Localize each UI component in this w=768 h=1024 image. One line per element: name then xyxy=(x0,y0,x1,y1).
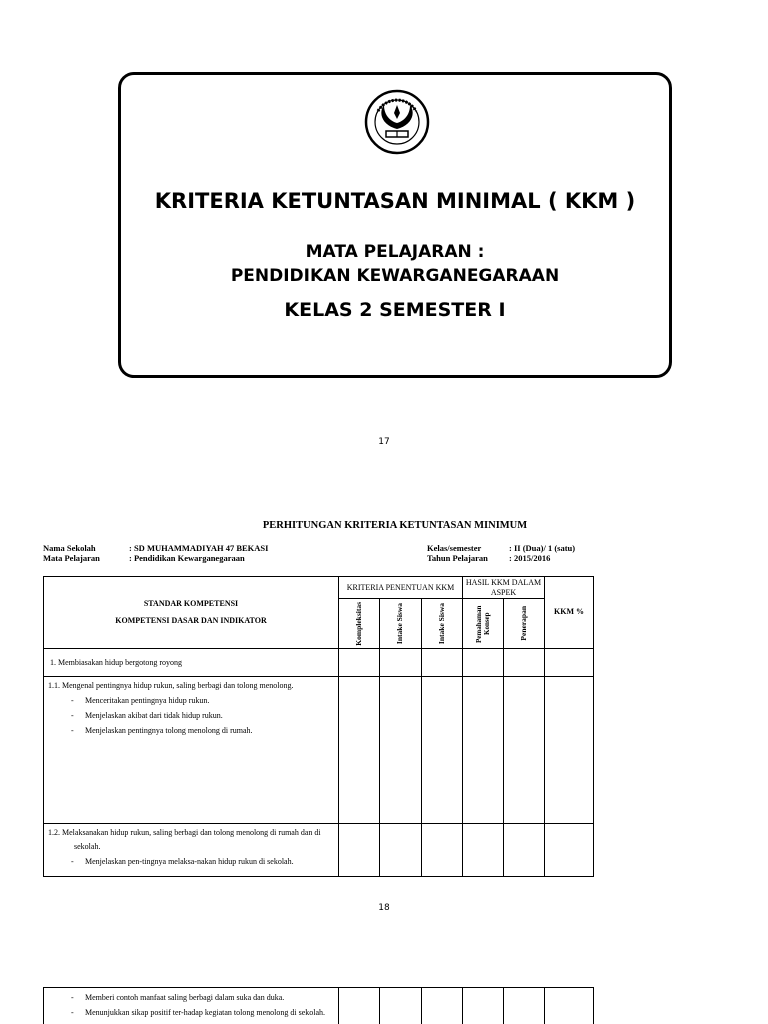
meta-value: : II (Dua)/ 1 (satu) xyxy=(509,543,576,553)
header-intake-2 xyxy=(422,599,463,649)
cover-subject-label: MATA PELAJARAN : xyxy=(305,242,485,262)
indicator xyxy=(48,708,334,723)
value-cell xyxy=(339,988,380,1024)
header-line: STANDAR KOMPETENSI xyxy=(143,598,239,608)
indicator-text: Menjelaskan pen-tingnya melaksa-nakan hidup rukun di sekolah. xyxy=(85,857,294,866)
header-label: Intake Siswa xyxy=(436,602,446,645)
value-cell xyxy=(339,649,380,677)
meta-label: Tahun Pelajaran xyxy=(427,553,488,563)
header-label: Penerapan xyxy=(518,606,528,641)
header-line: KOMPETENSI DASAR DAN INDIKATOR xyxy=(115,615,267,625)
kd-title: 1.2. Melaksanakan hidup rukun, saling berbagi dan tolong menolong di rumah dan di xyxy=(48,828,321,837)
kd-cell xyxy=(44,988,339,1024)
meta-row xyxy=(43,553,268,563)
page-number: 17 xyxy=(378,437,390,447)
kd-cell xyxy=(44,824,339,877)
meta-label: Mata Pelajaran xyxy=(43,553,100,563)
kd-title: 1.1. Mengenal pentingnya hidup rukun, saling berbagi dan tolong menolong. xyxy=(48,681,294,690)
bullet-dash: - xyxy=(71,1008,74,1017)
value-cell xyxy=(545,649,594,677)
value-cell xyxy=(422,824,463,877)
meta-value: : Pendidikan Kewarganegaraan xyxy=(129,553,245,563)
bullet-dash: - xyxy=(71,726,74,735)
bullet-dash: - xyxy=(71,857,74,866)
bullet-dash: - xyxy=(71,993,74,1002)
value-cell xyxy=(422,649,463,677)
value-cell xyxy=(463,824,504,877)
value-cell xyxy=(422,988,463,1024)
value-cell xyxy=(504,677,545,824)
meta-row xyxy=(427,553,575,563)
value-cell xyxy=(380,988,422,1024)
header-standard-competency xyxy=(44,577,339,649)
header-label: Kompleksitas xyxy=(353,601,363,646)
bullet-dash: - xyxy=(71,711,74,720)
table-row xyxy=(44,649,594,677)
value-cell xyxy=(463,649,504,677)
kkm-table-continued xyxy=(43,987,594,1024)
cover-subject: PENDIDIKAN KEWARGANEGARAAN xyxy=(230,266,560,286)
kkm-table xyxy=(43,576,594,877)
header-application xyxy=(504,599,545,649)
standard-cell: 1. Membiasakan hidup bergotong royong xyxy=(44,649,339,677)
indicator xyxy=(48,723,334,738)
meta-row xyxy=(43,543,268,553)
meta-value: : SD MUHAMMADIYAH 47 BEKASI xyxy=(129,543,269,553)
indicator xyxy=(48,990,334,1005)
bullet-dash: - xyxy=(71,696,74,705)
header-kkm: KKM % xyxy=(545,577,594,649)
value-cell xyxy=(380,824,422,877)
tut-wuri-handayani-logo-icon xyxy=(364,89,430,159)
header-concept xyxy=(463,599,504,649)
value-cell xyxy=(504,824,545,877)
value-cell xyxy=(504,988,545,1024)
meta-label: Kelas/semester xyxy=(427,543,482,553)
meta-label: Nama Sekolah xyxy=(43,543,96,553)
header-complexity xyxy=(339,599,380,649)
document-title: PERHITUNGAN KRITERIA KETUNTASAN MINIMUM xyxy=(262,520,528,531)
header-label: Pemahaman Konsep xyxy=(475,604,491,643)
value-cell xyxy=(339,824,380,877)
meta-right xyxy=(427,543,575,563)
header-result: HASIL KKM DALAM ASPEK xyxy=(463,577,545,599)
value-cell xyxy=(422,677,463,824)
kd-title-continued: sekolah. xyxy=(74,842,101,851)
header-intake-1 xyxy=(380,599,422,649)
value-cell xyxy=(545,988,594,1024)
value-cell xyxy=(463,677,504,824)
indicator xyxy=(48,1005,334,1020)
value-cell xyxy=(380,649,422,677)
value-cell xyxy=(380,677,422,824)
table-row xyxy=(44,988,594,1024)
indicator-text: Menceritakan pentingnya hidup rukun. xyxy=(85,696,210,705)
cover-class-semester: KELAS 2 SEMESTER I xyxy=(284,299,506,321)
cover-box xyxy=(118,72,672,378)
value-cell xyxy=(463,988,504,1024)
header-criteria: KRITERIA PENENTUAN KKM xyxy=(339,577,463,599)
cover-title: KRITERIA KETUNTASAN MINIMAL ( KKM ) xyxy=(154,189,636,213)
meta-value: : 2015/2016 xyxy=(509,553,551,563)
indicator-text: Menunjukkan sikap positif ter-hadap kegiatan tolong menolong di sekolah. xyxy=(85,1008,326,1017)
indicator-text: Menjelaskan akibat dari tidak hidup rukun. xyxy=(85,711,223,720)
meta-left xyxy=(43,543,268,563)
value-cell xyxy=(545,824,594,877)
header-label: Intake Siswa xyxy=(395,602,405,645)
value-cell xyxy=(545,677,594,824)
value-cell xyxy=(339,677,380,824)
indicator xyxy=(48,854,334,869)
indicator xyxy=(48,693,334,708)
indicator-text: Memberi contoh manfaat saling berbagi dalam suka dan duka. xyxy=(85,993,285,1002)
page-number: 18 xyxy=(378,903,390,913)
kd-cell xyxy=(44,677,339,824)
indicator-text: Menjelaskan pentingnya tolong menolong di rumah. xyxy=(85,726,253,735)
table-row xyxy=(44,824,594,877)
table-row xyxy=(44,677,594,824)
meta-row xyxy=(427,543,575,553)
value-cell xyxy=(504,649,545,677)
